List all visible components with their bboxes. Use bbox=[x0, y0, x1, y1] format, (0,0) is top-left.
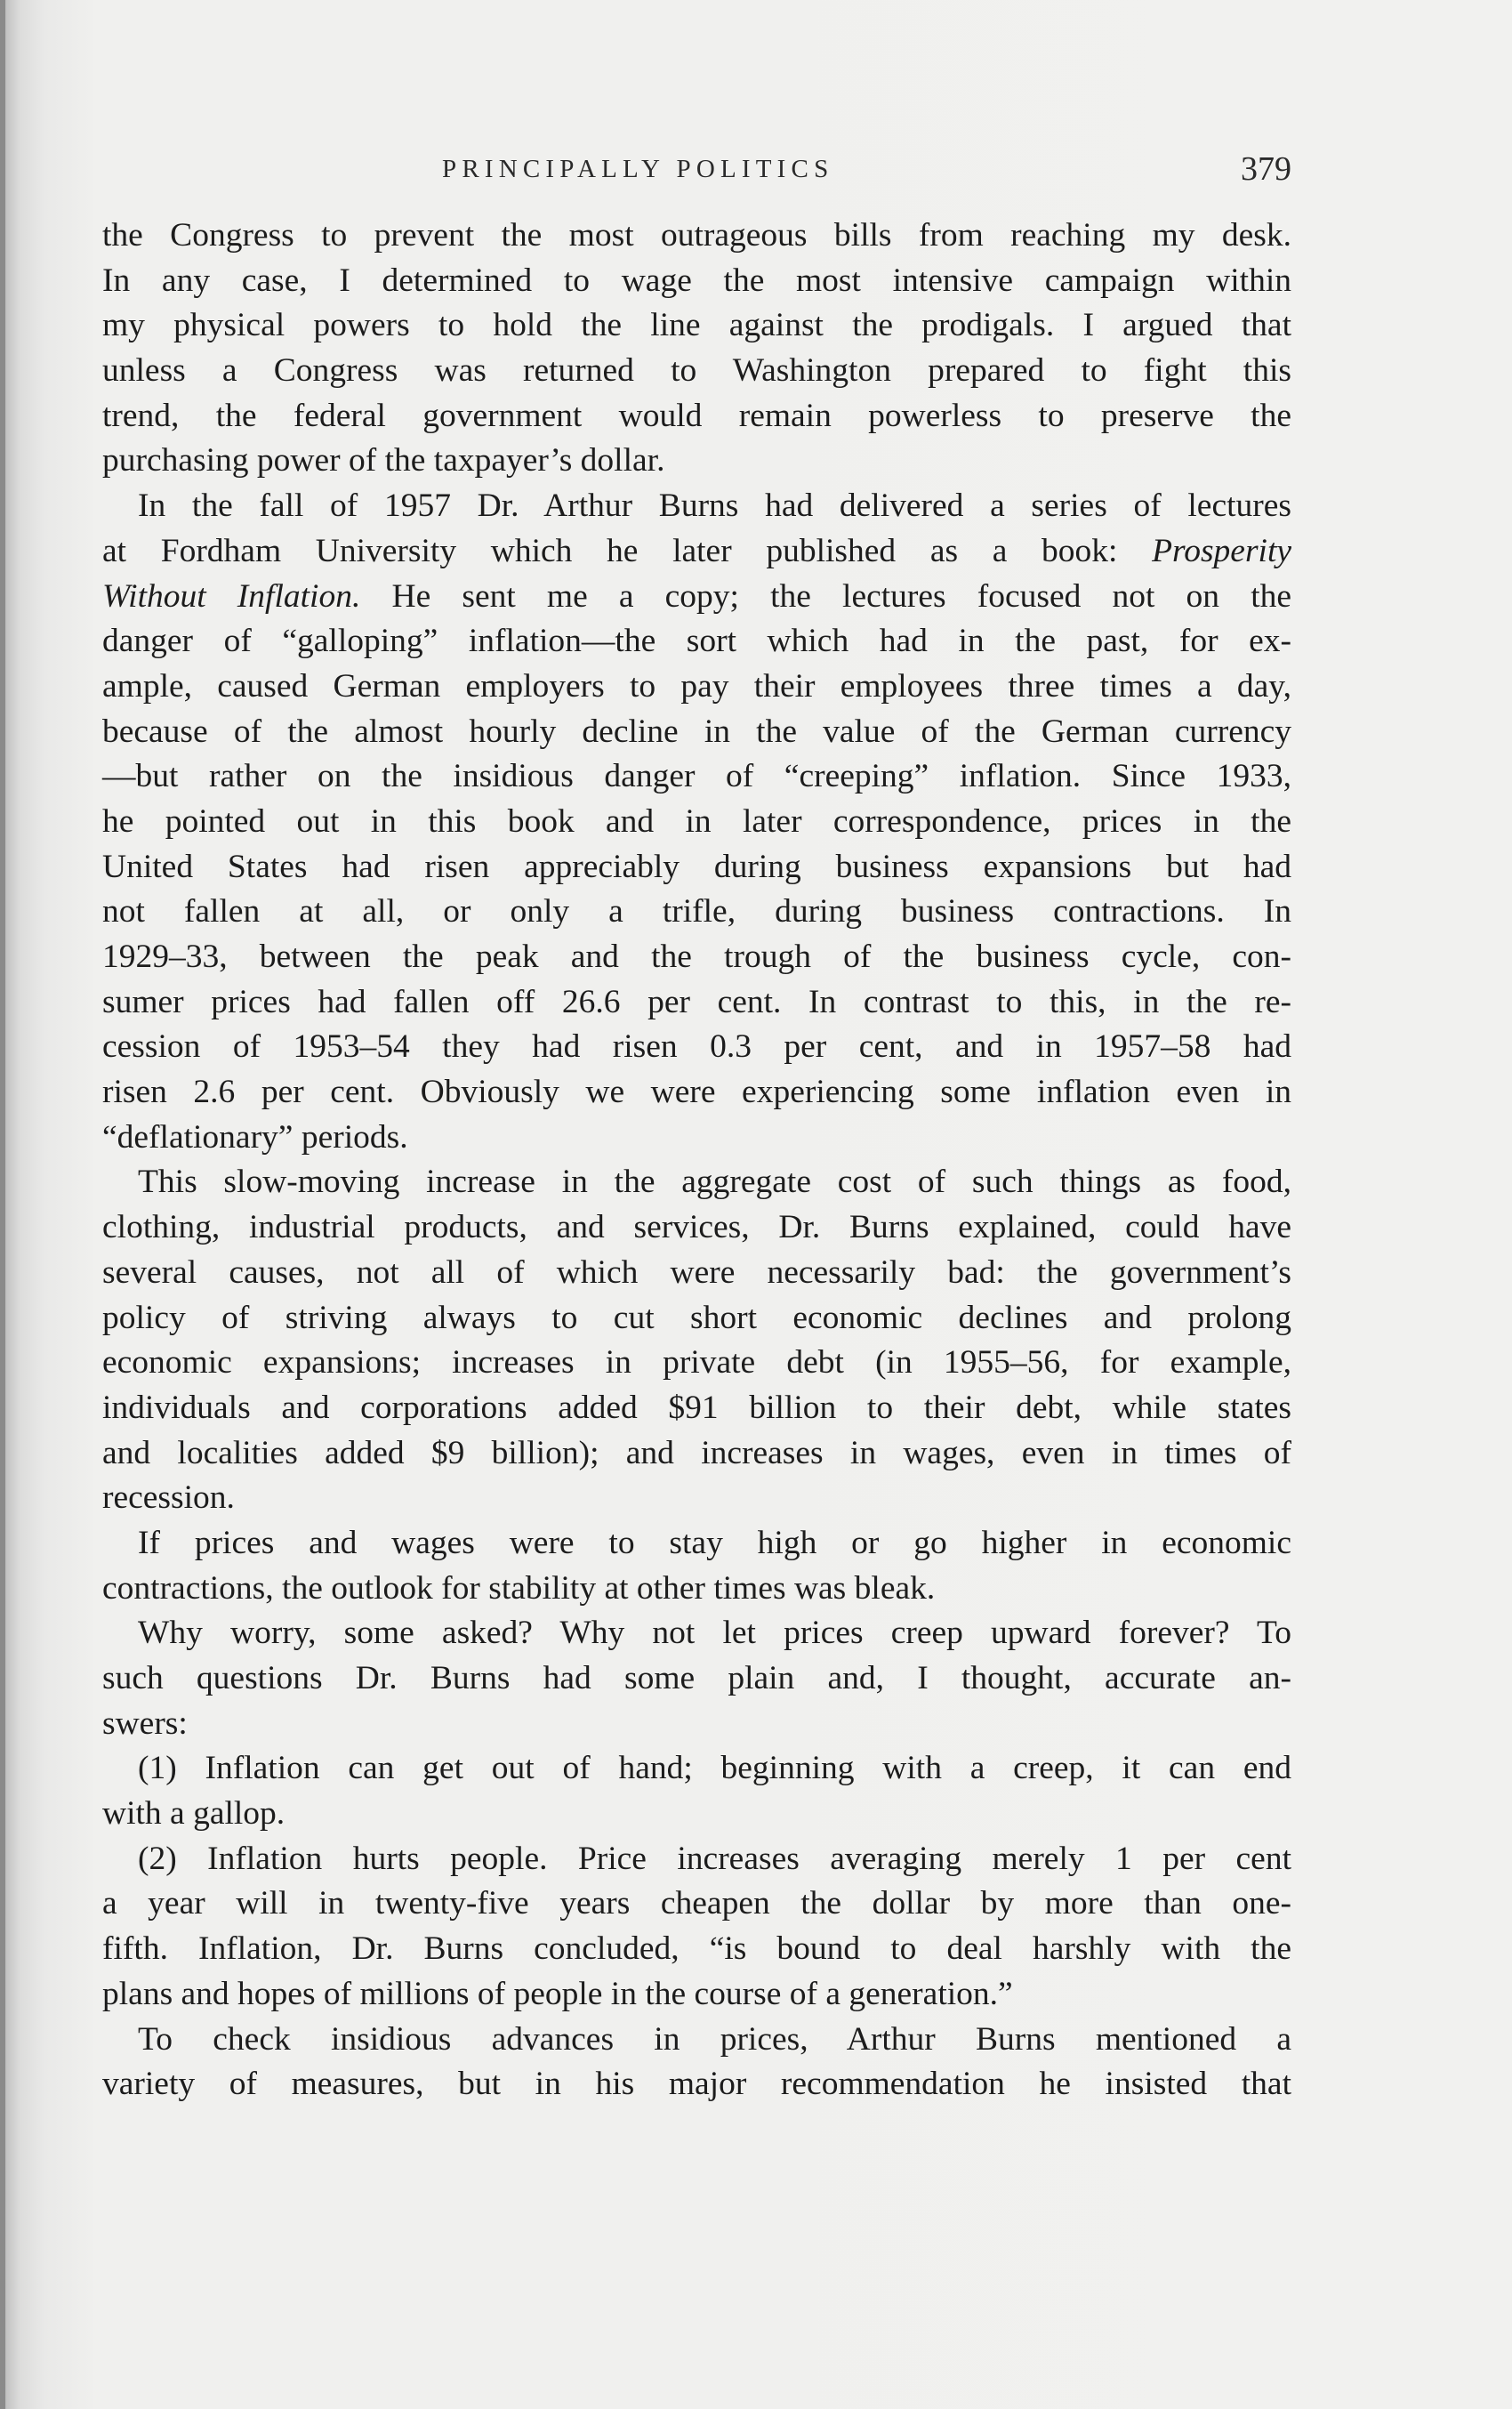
text-line: not fallen at all, or only a trifle, during business contractions. In bbox=[102, 893, 1291, 931]
paragraph bbox=[102, 1611, 1291, 1746]
text-line: policy of striving always to cut short economic declines and prolong bbox=[102, 1299, 1291, 1336]
text-line: 1929–33, between the peak and the trough of the business cycle, con- bbox=[102, 939, 1291, 975]
paragraph bbox=[102, 2018, 1291, 2107]
text-line: several causes, not all of which were necessarily bad: the government’s bbox=[102, 1253, 1291, 1291]
text-line: This slow-moving increase in the aggregate cost of such things as food, bbox=[138, 1164, 1291, 1201]
paragraph bbox=[102, 1746, 1291, 1836]
text-line: danger of “galloping” inflation—the sort which had in the past, for ex- bbox=[102, 623, 1291, 660]
text-line: —but rather on the insidious danger of “creeping” inflation. Since 1933, bbox=[102, 758, 1291, 795]
text-line: In the fall of 1957 Dr. Arthur Burns had delivered a series of lectures bbox=[138, 487, 1291, 525]
paragraph bbox=[102, 484, 1291, 1160]
text-line: economic expansions; increases in private debt (in 1955–56, for example, bbox=[102, 1344, 1291, 1382]
gutter-shadow bbox=[0, 0, 5, 2409]
paragraph bbox=[102, 214, 1291, 484]
text-line: In any case, I determined to wage the most intensive campaign within bbox=[102, 262, 1291, 299]
text-line: risen 2.6 per cent. Obviously we were experiencing some inflation even in bbox=[102, 1074, 1291, 1111]
text-line: swers: bbox=[102, 1704, 188, 1742]
text-line: the Congress to prevent the most outrageous bills from reaching my desk. bbox=[102, 217, 1291, 254]
running-title: PRINCIPALLY POLITICS bbox=[442, 155, 834, 183]
text-line: variety of measures, but in his major recommendation he insisted that bbox=[102, 2066, 1291, 2103]
book-title: Prosperity bbox=[1152, 532, 1292, 569]
text-line: To check insidious advances in prices, Arthur Burns mentioned a bbox=[138, 2020, 1291, 2058]
running-head bbox=[102, 151, 1291, 192]
text-line: a year will in twenty-five years cheapen the dollar by more than one- bbox=[102, 1885, 1291, 1922]
book-title: Without Inflation. bbox=[102, 577, 361, 615]
paragraph bbox=[102, 1160, 1291, 1521]
text-line: (2) Inflation hurts people. Price increases averaging merely 1 per cent bbox=[138, 1840, 1291, 1877]
text-line: individuals and corporations added $91 billion to their debt, while states bbox=[102, 1389, 1291, 1426]
text-line: “deflationary” periods. bbox=[102, 1118, 408, 1156]
text-line: sumer prices had fallen off 26.6 per cent. In contrast to this, in the re- bbox=[102, 983, 1291, 1020]
text-line: with a gallop. bbox=[102, 1795, 286, 1833]
text-line: recession. bbox=[102, 1479, 235, 1517]
text-line: Without Inflation. He sent me a copy; the lectures focused not on the bbox=[102, 577, 1292, 615]
text-line: at Fordham University which he later published as a book: Prosperity bbox=[102, 532, 1292, 569]
text-line: my physical powers to hold the line against the prodigals. I argued that bbox=[102, 307, 1291, 344]
paragraph bbox=[102, 1521, 1291, 1611]
text-line: clothing, industrial products, and services, Dr. Burns explained, could have bbox=[102, 1209, 1291, 1246]
text-line: trend, the federal government would remain powerless to preserve the bbox=[102, 397, 1291, 434]
page-number: 379 bbox=[1241, 150, 1291, 188]
text-line: purchasing power of the taxpayer’s dollar. bbox=[102, 442, 665, 479]
text-line: If prices and wages were to stay high or go higher in economic bbox=[138, 1524, 1291, 1561]
text-line: because of the almost hourly decline in the value of the German currency bbox=[102, 713, 1291, 750]
text-line: and localities added $9 billion); and increases in wages, even in times of bbox=[102, 1434, 1291, 1471]
text-line: fifth. Inflation, Dr. Burns concluded, “is bound to deal harshly with the bbox=[102, 1930, 1291, 1968]
paragraph bbox=[102, 1837, 1291, 2018]
text-line: (1) Inflation can get out of hand; beginning with a creep, it can end bbox=[138, 1750, 1291, 1787]
text-line: plans and hopes of millions of people in the course of a generation.” bbox=[102, 1975, 1013, 2012]
text-line: ample, caused German employers to pay their employees three times a day, bbox=[102, 667, 1291, 705]
text-line: he pointed out in this book and in later correspondence, prices in the bbox=[102, 802, 1291, 840]
body-text bbox=[102, 214, 1291, 2107]
text-line: contractions, the outlook for stability at other times was bleak. bbox=[102, 1569, 936, 1607]
text-line: Why worry, some asked? Why not let prices creep upward forever? To bbox=[138, 1615, 1291, 1652]
text-line: cession of 1953–54 they had risen 0.3 per cent, and in 1957–58 had bbox=[102, 1028, 1291, 1066]
text-line: United States had risen appreciably during business expansions but had bbox=[102, 848, 1291, 885]
text-line: such questions Dr. Burns had some plain and, I thought, accurate an- bbox=[102, 1660, 1291, 1696]
text-line: unless a Congress was returned to Washington prepared to fight this bbox=[102, 352, 1291, 390]
